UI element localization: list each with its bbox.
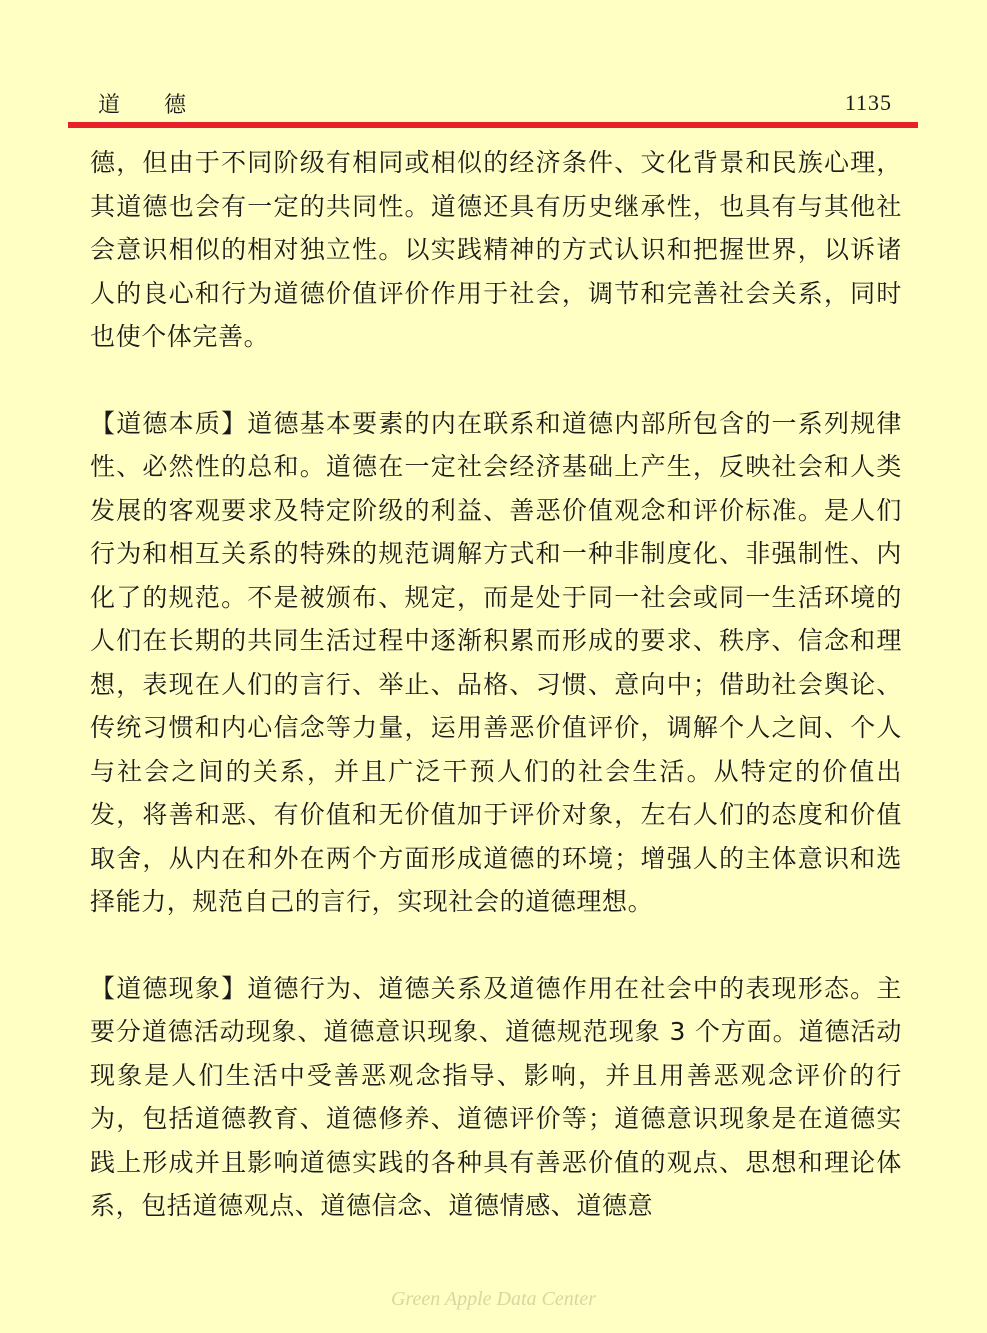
paragraph-text: 德，但由于不同阶级有相同或相似的经济条件、文化背景和民族心理，其道德也会有一定的共同性。道德还具有历史继承性，也具有与其他社会意识相似的相对独立性。以实践精神的方式认识和把握世界，以诉诸人的良心和行为道德价值评价作用于社会，调节和完善社会关系，同时也使个体完善。 [90, 148, 902, 351]
paragraph-text: 道德基本要素的内在联系和道德内部所包含的一系列规律性、必然性的总和。道德在一定社会经济基础上产生，反映社会和人类发展的客观要求及特定阶级的利益、善恶价值观念和评价标准。是人们行为和相互关系的特殊的规范调解方式和一种非制度化、非强制性、内化了的规范。不是被颁布、规定，而是处于同一社会或同一生活环境的人们在长期的共同生活过程中逐渐积累而形成的要求、秩序、信念和理想，表现在人们的言行、举止、品格、习惯、意向中；借助社会舆论、传统习惯和内心信念等力量，运用善恶价值评价，调解个人之间、个人与社会之间的关系，并且广泛干预人们的社会生活。从特定的价值出发，将善和恶、有价值和无价值加于评价对象，左右人们的态度和价值取舍，从内在和外在两个方面形成道德的环境；增强人的主体意识和选择能力，规范自己的言行，实现社会的道德理想。 [90, 408, 902, 916]
header-rule [68, 122, 918, 128]
page-body [90, 141, 902, 1228]
page-header [68, 84, 918, 124]
entry-term: 【道德本质】 [90, 408, 248, 438]
paragraph-text: 道德行为、道德关系及道德作用在社会中的表现形态。主要分道德活动现象、道德意识现象、道德规范现象 3 个方面。道德活动现象是人们生活中受善恶观念指导、影响，并且用善恶观念评价的行为，包括道德教育、道德修养、道德评价等；道德意识现象是在道德实践上形成并且影响道德实践的各种具有善恶价值的观点、思想和理论体系，包括道德观点、道德信念、道德情感、道德意 [90, 973, 902, 1220]
entry-daode-benzhi [90, 402, 902, 924]
watermark: Green Apple Data Center [391, 1288, 596, 1310]
entry-daode-xianxiang [90, 967, 902, 1228]
page-number: 1135 [844, 90, 892, 115]
entry-term: 【道德现象】 [90, 973, 248, 1003]
section-title: 道 德 [98, 93, 187, 118]
paragraph-continuation [90, 141, 902, 359]
